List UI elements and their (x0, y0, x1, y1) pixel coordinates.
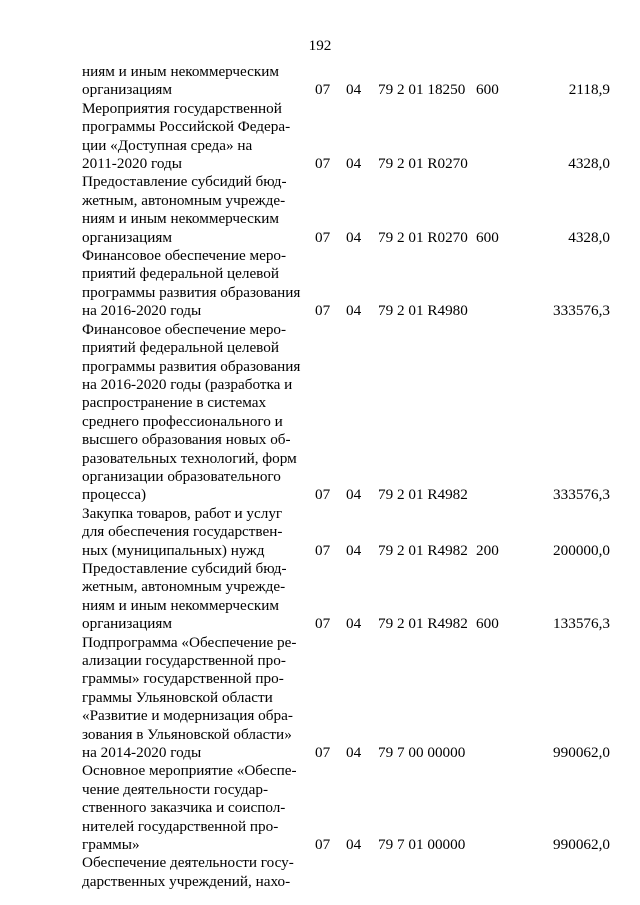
expense-type-code: 600 (476, 228, 499, 246)
table-row (0, 505, 640, 560)
expense-type-code: 200 (476, 541, 499, 559)
amount: 990062,0 (553, 744, 610, 762)
trailing-description (82, 854, 306, 891)
section-code: 07 (315, 81, 331, 99)
description-line: высшего образования новых об- (82, 431, 291, 449)
description-line: жетным, автономным учрежде- (82, 191, 286, 209)
table-row (0, 321, 640, 505)
description-line: Финансовое обеспечение меро- (82, 320, 287, 338)
subsection-code: 04 (346, 228, 362, 246)
target-article-code: 79 2 01 R0270 (378, 228, 468, 246)
description-line: 2011-2020 годы (82, 155, 182, 173)
description-line: на 2014-2020 годы (82, 744, 202, 762)
description-line: дарственных учреждений, нахо- (82, 872, 291, 890)
description-line: зования в Ульяновской области» (82, 725, 292, 743)
budget-table (0, 63, 640, 891)
section-code: 07 (315, 744, 331, 762)
table-row (0, 634, 640, 763)
target-article-code: 79 2 01 R4980 (378, 302, 468, 320)
table-row (0, 173, 640, 247)
target-article-code: 79 7 01 00000 (378, 836, 466, 854)
description-line: Мероприятия государственной (82, 99, 282, 117)
row-codes (0, 486, 640, 504)
amount: 333576,3 (553, 302, 610, 320)
section-code: 07 (315, 228, 331, 246)
description-line: программы развития образования (82, 357, 301, 375)
description-line: программы развития образования (82, 283, 301, 301)
description-line: Предоставление субсидий бюд- (82, 173, 287, 191)
amount: 990062,0 (553, 836, 610, 854)
table-row (0, 63, 640, 100)
subsection-code: 04 (346, 155, 362, 173)
row-codes (0, 229, 640, 247)
target-article-code: 79 7 00 00000 (378, 744, 466, 762)
table-row (0, 100, 640, 174)
amount: 133576,3 (553, 615, 610, 633)
description-line: для обеспечения государствен- (82, 523, 283, 541)
amount: 4328,0 (568, 228, 610, 246)
section-code: 07 (315, 155, 331, 173)
row-codes (0, 744, 640, 762)
description-line: ных (муниципальных) нужд (82, 541, 265, 559)
amount: 4328,0 (568, 155, 610, 173)
description-line: организациям (82, 615, 173, 633)
table-row (0, 762, 640, 854)
description-line: нителей государственной про- (82, 817, 279, 835)
description-line: распространение в системах (82, 394, 267, 412)
subsection-code: 04 (346, 486, 362, 504)
amount: 2118,9 (568, 81, 610, 99)
description-line: на 2016-2020 годы (82, 302, 202, 320)
subsection-code: 04 (346, 302, 362, 320)
target-article-code: 79 2 01 R4982 (378, 486, 468, 504)
row-codes (0, 836, 640, 854)
page-number: 192 (308, 37, 332, 54)
subsection-code: 04 (346, 744, 362, 762)
row-codes (0, 615, 640, 633)
section-code: 07 (315, 486, 331, 504)
description-line: ниям и иным некоммерческим (82, 210, 280, 228)
description-line: приятий федеральной целевой (82, 339, 279, 357)
description-line: разовательных технологий, форм (82, 449, 297, 467)
row-codes (0, 81, 640, 99)
description-line: Подпрограмма «Обеспечение ре- (82, 633, 297, 651)
description-line: организациям (82, 228, 173, 246)
row-codes (0, 155, 640, 173)
description-line: Финансовое обеспечение меро- (82, 247, 287, 265)
target-article-code: 79 2 01 R4982 (378, 615, 468, 633)
description-line: ниям и иным некоммерческим (82, 596, 280, 614)
description-line: граммы Ульяновской области (82, 688, 273, 706)
amount: 333576,3 (553, 486, 610, 504)
description-line: программы Российской Федера- (82, 118, 291, 136)
section-code: 07 (315, 836, 331, 854)
description-line: ализации государственной про- (82, 652, 286, 669)
description-line: чение деятельности государ- (82, 780, 269, 798)
description-line: Обеспечение деятельности госу- (82, 854, 294, 872)
description-line: приятий федеральной целевой (82, 265, 279, 283)
amount: 200000,0 (553, 541, 610, 559)
description-line: «Развитие и модернизация обра- (82, 707, 293, 725)
description-line: организации образовательного (82, 467, 281, 485)
target-article-code: 79 2 01 R0270 (378, 155, 468, 173)
description-line: ственного заказчика и соиспол- (82, 799, 286, 817)
row-codes (0, 542, 640, 560)
expense-type-code: 600 (476, 81, 499, 99)
row-description (82, 321, 306, 505)
description-line: на 2016-2020 годы (разработка и (82, 375, 293, 393)
description-line: среднего профессионального и (82, 412, 283, 430)
description-line: Закупка товаров, работ и услуг (82, 504, 283, 522)
expense-type-code: 600 (476, 615, 499, 633)
subsection-code: 04 (346, 81, 362, 99)
description-line: граммы» государственной про- (82, 670, 284, 688)
section-code: 07 (315, 541, 331, 559)
subsection-code: 04 (346, 541, 362, 559)
description-line: организациям (82, 81, 173, 99)
table-row (0, 560, 640, 634)
row-codes (0, 302, 640, 320)
description-line: процесса) (82, 486, 147, 504)
description-line: Основное мероприятие «Обеспе- (82, 762, 297, 780)
description-line: ниям и иным некоммерческим (82, 63, 280, 80)
section-code: 07 (315, 615, 331, 633)
table-row (0, 247, 640, 321)
subsection-code: 04 (346, 615, 362, 633)
target-article-code: 79 2 01 18250 (378, 81, 466, 99)
description-line: жетным, автономным учрежде- (82, 578, 286, 596)
description-line: граммы» (82, 836, 140, 854)
description-line: Предоставление субсидий бюд- (82, 559, 287, 577)
target-article-code: 79 2 01 R4982 (378, 541, 468, 559)
description-line: ции «Доступная среда» на (82, 136, 253, 154)
section-code: 07 (315, 302, 331, 320)
subsection-code: 04 (346, 836, 362, 854)
